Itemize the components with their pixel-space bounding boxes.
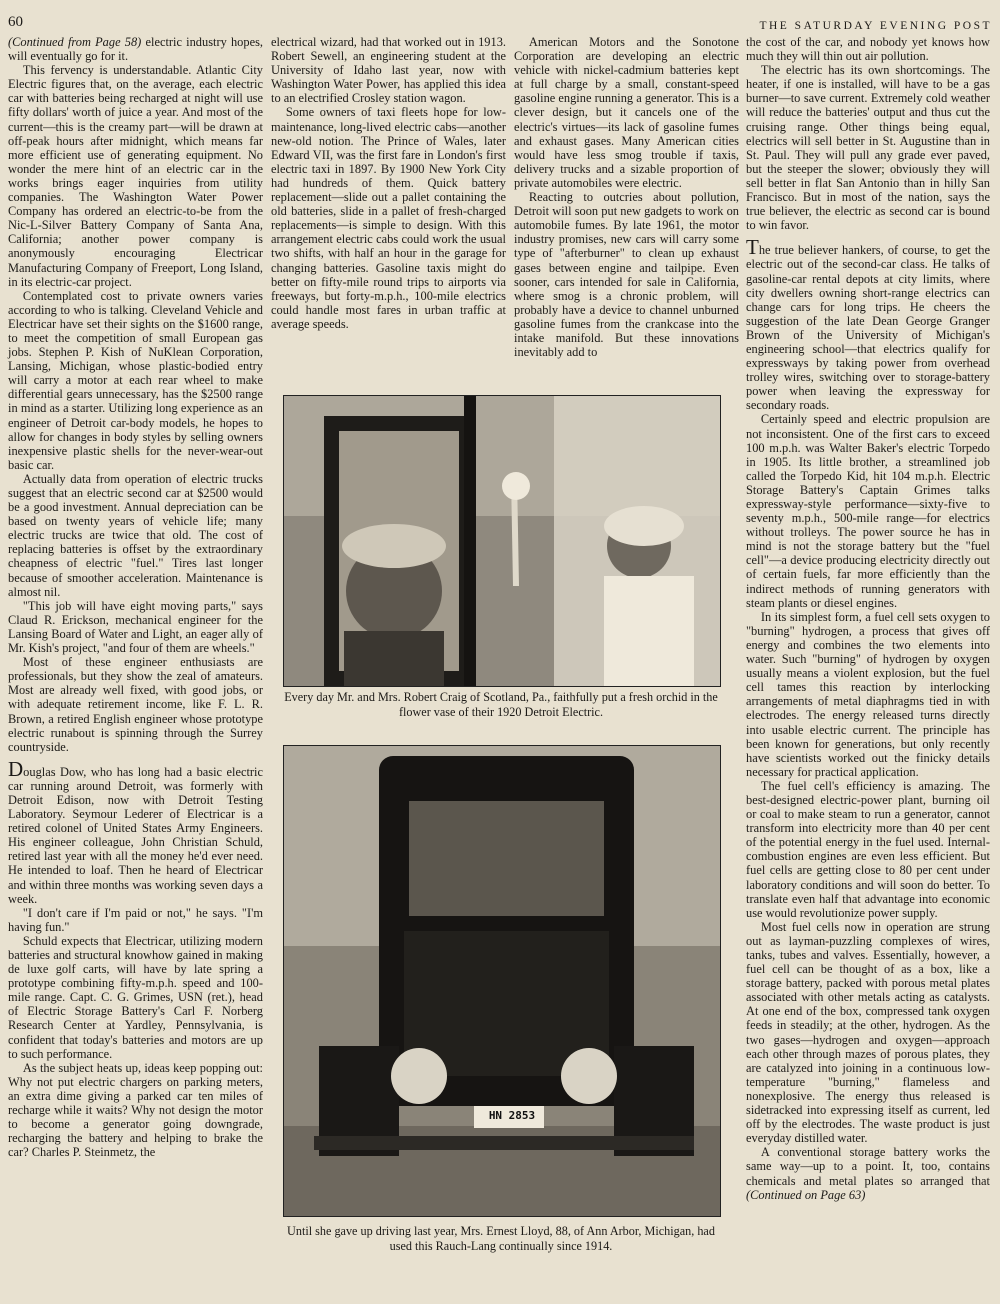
column-2 <box>271 35 506 331</box>
paragraph <box>8 35 263 63</box>
paragraph: Actually data from operation of electric trucks suggest that an electric second car at $2500 would be a good investment. Annual depreciation can be based on twenty years of vehicle life; many electric trucks are twice that old. The cost of replacing batteries is offset by the extraordinary cheapness of electric "fuel." Tires last longer because of smoother acceleration. Maintenance is almost nil. <box>8 471 263 599</box>
paragraph: Most fuel cells now in operation are strung out as layman-puzzling complexes of wires, tanks, tubes and valves. Essentially, however, a fuel cell can be thought of as a box, like a storage battery, packed with porous metal plates associated with other metals acting as catalysts. At one end of the box, compressed tank oxygen feeds in steadily; at the other, hydrogen. As the two gases—hydrogen and oxygen—approach each other through mazes of porous plates, they are catalyzed into joining in a continuous low-temperature "burning," flameless and nonexplosive. The energy thus released is sidetracked into expressing itself as current, led off by the electrodes. The waste product is just everyday distilled water. <box>746 919 990 1146</box>
paragraph: The electric has its own shortcomings. The heater, if one is installed, will have to be a gas burner—to save current. Extremely cold weather will reduce the batteries' output and thus cut the cruising range. Other things being equal, electrics will sell better in St. Augustine than in St. Paul. They will pull any grade ever paved, but the steeper the slower; obviously they will sell better in flat San Antonio than in hilly San Francisco. But in most of the nation, says the true believer, the electric as second car is bound to win favor. <box>746 63 990 233</box>
license-plate: HN 2853 <box>488 1109 536 1122</box>
paragraph <box>746 235 990 413</box>
photo-rauch-lang-electric-car <box>283 745 721 1217</box>
paragraph: Reacting to outcries about pollution, Detroit will soon put new gadgets to work on automobile fumes. By late 1961, the motor industry promises, new cars will carry some type of "afterburner" to clean up exhaust gases between engine and tailpipe. Even sooner, cars intended for sale in California, where smog is a chronic problem, will probably have a device to channel unburned gasoline fumes from the crankcase into the intake manifold. But these innovations inevitably add to <box>514 190 739 360</box>
paragraph-text: ouglas Dow, who has long had a basic electric car running around Detroit, was formerly with Detroit Edison, now with Detroit Testing Laboratory. Seymour Lederer of Electricar is a retired colonel of United States Army Engineers. His engineer colleague, John Christian Schuld, retired last year with all the money he'd ever need. He intended to loaf. Then he heard of Electricar and within three months was working seven days a week. <box>8 764 263 906</box>
photo-caption: Until she gave up driving last year, Mrs. Ernest Lloyd, 88, of Ann Arbor, Michigan, had used this Rauch-Lang continually since 1914. <box>287 1224 715 1253</box>
photo-caption: Every day Mr. and Mrs. Robert Craig of Scotland, Pa., faithfully put a fresh orchid in the flower vase of their 1920 Detroit Electric. <box>284 690 718 719</box>
photo-illustration <box>284 396 720 686</box>
initial-letter: D <box>8 756 24 781</box>
paragraph: electrical wizard, had that worked out in 1913. Robert Sewell, an engineering student at the University of Idaho last year, now with Washington Water Power, has applied this idea to an electrified Crosley station wagon. <box>271 35 506 106</box>
photo-couple-with-electric-car <box>283 395 721 687</box>
paragraph: In its simplest form, a fuel cell sets oxygen to "burning" hydrogen, a process that gives off energy and combines the two elements into water. Such "burning" of hydrogen by oxygen usually means a violent explosion, but the fuel cell tames this reaction by interlocking arrangements of metal diaphragms tied in with electrodes. The energy released turns directly into usable electric current. The principle has been known for generations, but only recently have scientists worked out the finicky details necessary for practical application. <box>746 609 990 779</box>
paragraph-text: he true believer hankers, of course, to get the electric out of the second-car class. He talks of gasoline-car rental depots at city limits, where city dwellers owning short-range electrics can change cars for long trips. He cheers the suggestion of the late Dean George Granger Brown of the University of Michigan's engineering school—that electrics qualify for expressways by taking power from overhead trolley wires, switching over to storage-battery power when leaving the expressway for secondary roads. <box>746 243 990 413</box>
photo-illustration <box>284 746 720 1216</box>
paragraph <box>746 1145 990 1201</box>
column-4 <box>746 35 990 1202</box>
page-number: 60 <box>8 14 23 30</box>
masthead: THE SATURDAY EVENING POST <box>759 20 992 32</box>
continued-on-note: (Continued on Page 63) <box>746 1187 866 1202</box>
paragraph: the cost of the car, and nobody yet knows how much they will thin out air pollution. <box>746 35 990 64</box>
column-3 <box>514 35 739 359</box>
paragraph-text: A conventional storage battery works the same way—up to a point. It, too, contains chemicals and metal plates so arranged that <box>746 1145 990 1188</box>
paragraph: "This job will have eight moving parts," says Claud R. Erickson, mechanical engineer for the Lansing Board of Water and Light, an eager ally of Mr. Kish's project, "and four of them are wheels." <box>8 598 263 656</box>
continued-from-note: (Continued from Page 58) <box>8 35 142 49</box>
paragraph: Certainly speed and electric propulsion are not inconsistent. One of the first cars to exceed 100 m.p.h. was Walter Baker's electric Torpedo in 1905. Its little brother, a streamlined job called the Torpedo Kid, hit 104 m.p.h. Electric Storage Battery's Captain Grimes talks expressway-style performance—sixty-five to seventy m.p.h., 500-mile range—for electrics without trolleys. The power source he has in mind is not the storage battery but the "fuel cell"—a device producing electricity directly out of certain fuels, far more efficiently than the indirect methods of running generators with steam plants or diesel engines. <box>746 412 990 610</box>
paragraph: "I don't care if I'm paid or not," he says. "I'm having fun." <box>8 905 263 934</box>
paragraph: This fervency is understandable. Atlantic City Electric figures that, on the average, each electric car with batteries being recharged at night will use fifty dollars' worth of juice a year. And most of the current—this is the creamy part—will be drawn at off-peak hours after midnight, which means far more efficient use of generating equipment. No wonder the mere hint of an electric car in the works brings eager inquiries from utility companies. The Washington Water Power Company has ordered an electric-to-be from the Nic-L-Silver Battery Company of Santa Ana, California; another power company is anonymously encouraging Electricar Manufacturing Company of Freeport, Long Island, in its electric-car project. <box>8 63 263 289</box>
paragraph: The fuel cell's efficiency is amazing. The best-designed electric-power plant, burning oil or coal to make steam to run a generator, cannot transform into electricity more than 40 per cent of the potential energy in the fuel used. Internal-combustion engines are even less efficient. But fuel cells are getting close to 80 per cent under laboratory conditions and will soon do better. To translate even half that advantage into economic use would revolutionize power supply. <box>746 778 990 920</box>
paragraph: Contemplated cost to private owners varies according to who is talking. Cleveland Vehicle and Electricar have set their sights on the $1600 range, to meet the competition of small European gas jobs. Stephen P. Kish of NuKlean Corporation, Lansing, Michigan, whose plastic-bodied entry will carry a motor at each rear wheel to make differential gears unnecessary, has the $2500 range in mind as a starter. Utilizing long experience as an engineer of Detroit car-body models, he hopes to allow for changes in body styles by selling owners inexpensive plastic shells for the never-wear-out basic car. <box>8 288 263 472</box>
paragraph: Most of these engineer enthusiasts are professionals, but they show the zeal of amateurs. Most are already well fixed, with good jobs, or with adequate retirement income, like F. L. R. Brown, a retired English engineer whose prototype electric runabout is spinning through the Surrey countryside. <box>8 655 263 754</box>
column-1 <box>8 35 263 1159</box>
paragraph <box>8 756 263 906</box>
paragraph: As the subject heats up, ideas keep popping out: Why not put electric chargers on parking meters, an extra dime giving a parked car ten miles of recharge while it waits? Why not design the motor to become a generator going downgrade, recharging the battery and helping to brake the car? Charles P. Steinmetz, the <box>8 1060 263 1160</box>
paragraph: Some owners of taxi fleets hope for low-maintenance, long-lived electric cabs—another new-old notion. The Prince of Wales, later Edward VII, was the first fare in London's first electric taxi in 1897. By 1900 New York City had hundreds of them. Quick battery replacement—slide out a pallet containing the old batteries, slide in a pallet of fresh-charged replacements—is simple to design. With this arrangement electric cabs could work the usual two shifts, with half an hour in the garage for changing batteries. Gasoline taxis might do better on fifty-mile round trips to airports via freeways, but forty-m.p.h., 100-mile electrics could handle most fares in urban traffic at average speeds. <box>271 105 506 331</box>
paragraph-text: electric industry hopes, will eventually go for it. <box>8 35 263 64</box>
initial-letter: T <box>746 235 759 260</box>
paragraph: American Motors and the Sonotone Corporation are developing an electric vehicle with nickel-cadmium batteries kept at full charge by a small, constant-speed gasoline engine running a generator. This is a clever design, but it cancels one of the electric's virtues—its lack of gasoline fumes and exhaust gases. Many American cities would have less smog trouble if taxis, delivery trucks and a sizable proportion of private automobiles were electric. <box>514 35 739 190</box>
paragraph: Schuld expects that Electricar, utilizing modern batteries and structural knowhow gained in making de luxe golf carts, will have by late spring a prototype combining fifty-m.p.h. speed and 100-mile range. Capt. C. G. Grimes, USN (ret.), head of Electric Storage Battery's Carl F. Norberg Research Center at Yardley, Pennsylvania, is confident that today's batteries and motors are up to such performance. <box>8 933 263 1061</box>
